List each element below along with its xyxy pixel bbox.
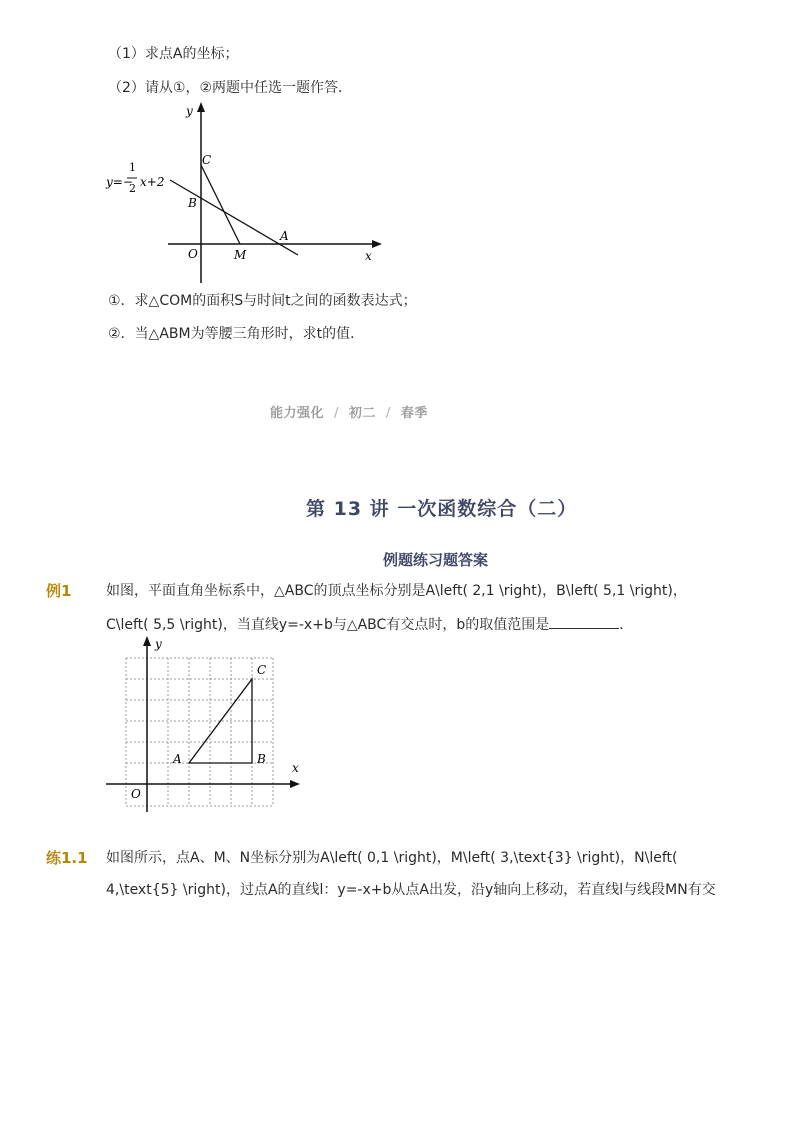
example-1-line-2-text: C\left( 5,5 \right)，当直线y=-x+b与△ABC有交点时，b的取值范围是 (106, 617, 550, 633)
practice-1-1-label: 练1.1 (46, 849, 88, 867)
practice-1-1-line-1: 如图所示，点A、M、N坐标分别为A\left( 0,1 \right)，M\left( 3,\text{3} \right)，N\left( (106, 850, 678, 866)
practice-1-1-line-2: 4,\text{5} \right)，过点A的直线l：y=-x+b从点A出发，沿y轴向上移动，若直线l与线段MN有交 (106, 882, 716, 898)
figure2-point-b: B (257, 752, 266, 766)
figure1-point-a: A (280, 229, 289, 243)
figure2-point-c: C (257, 663, 267, 677)
option-2-text: ②．当△ABM为等腰三角形时，求t的值． (108, 326, 365, 342)
figure1-point-b: B (188, 196, 197, 210)
footer-course: 能力强化 (270, 406, 325, 421)
figure1-origin-label: O (188, 247, 198, 261)
footer-separator-2: / (385, 406, 391, 421)
figure1-equation-suffix: x+2 (140, 175, 165, 189)
figure2-x-label: x (292, 761, 299, 775)
question-part-1: （1）求点A的坐标； (108, 46, 239, 62)
figure2-origin-label: O (131, 787, 141, 801)
figure-1-line-graph (100, 100, 390, 290)
answer-blank (549, 614, 619, 629)
figure1-equation-denominator: 2 (129, 182, 136, 195)
example-1-line-1: 如图，平面直角坐标系中，△ABC的顶点坐标分别是A\left( 2,1 \right)，B\left( 5,1 \right)， (106, 583, 687, 599)
figure2-point-a: A (173, 752, 182, 766)
figure1-line-cm (201, 165, 240, 244)
footer-grade: 初二 (348, 406, 376, 421)
figure2-y-arrow (143, 636, 151, 646)
figure2-x-arrow (290, 780, 300, 788)
example-1-line-2-end: ． (619, 617, 634, 633)
page-footer (270, 402, 428, 421)
lesson-title: 第 13 讲 一次函数综合（二） (306, 498, 578, 520)
figure1-y-label: y (186, 104, 193, 118)
figure1-x-label: x (365, 249, 372, 263)
footer-separator-1: / (334, 406, 339, 421)
figure1-x-arrow (372, 240, 382, 248)
figure1-equation-numerator: 1 (129, 161, 136, 174)
figure1-point-c: C (202, 153, 212, 167)
example-1-label: 例1 (46, 582, 72, 600)
figure1-point-m: M (234, 248, 247, 262)
question-part-2: （2）请从①，②两题中任选一题作答． (108, 80, 353, 96)
section-title: 例题练习题答案 (383, 551, 489, 569)
footer-season: 春季 (400, 406, 428, 421)
option-1-text: ①．求△COM的面积S与时间t之间的函数表达式； (108, 293, 417, 309)
figure2-y-label: y (155, 637, 162, 651)
figure1-y-arrow (197, 102, 205, 112)
figure1-equation-prefix: y=− (106, 175, 133, 189)
figure-2-grid-triangle (100, 632, 310, 812)
